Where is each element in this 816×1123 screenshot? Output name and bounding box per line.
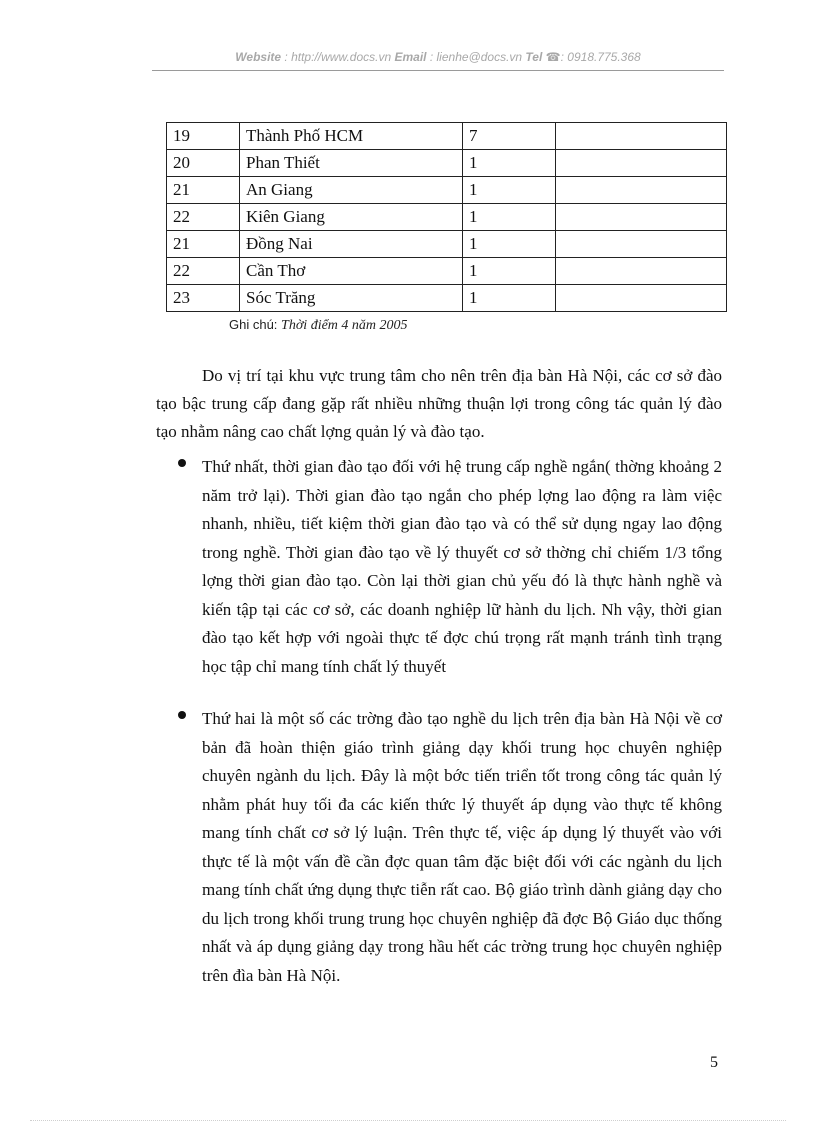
note-value: Thời điểm 4 năm 2005 [281,318,408,333]
page-header [152,50,724,64]
row-empty-cell [556,258,727,285]
row-count: 1 [463,285,556,312]
row-empty-cell [556,150,727,177]
tel-value: : 0918.775.368 [560,50,641,64]
bullet-item [156,705,722,990]
footer-divider [30,1120,786,1121]
bullet-icon [178,459,186,467]
row-location: Đồng Nai [240,231,463,258]
website-label: Website [235,50,282,64]
row-location: Thành Phố HCM [240,123,463,150]
row-empty-cell [556,285,727,312]
table-row [167,150,727,177]
row-count: 1 [463,204,556,231]
table-row [167,231,727,258]
row-number: 22 [167,258,240,285]
row-number: 21 [167,231,240,258]
row-location: Cần Thơ [240,258,463,285]
row-empty-cell [556,231,727,258]
row-number: 23 [167,285,240,312]
bullet-item [156,453,722,681]
row-location: An Giang [240,177,463,204]
row-count: 7 [463,123,556,150]
intro-paragraph: Do vị trí tại khu vực trung tâm cho nên trên địa bàn Hà Nội, các cơ sở đào tạo bậc trung cấp đang gặp rất nhiều những thuận lợi trong công tác quản lý đào tạo nhằm nâng cao chất lợng quản lý và đào tạo. [156,366,722,441]
row-empty-cell [556,123,727,150]
schools-table [166,122,727,312]
table-row [167,258,727,285]
row-number: 20 [167,150,240,177]
table-row [167,123,727,150]
row-number: 22 [167,204,240,231]
bullet-text: Thứ hai là một số các trờng đào tạo nghề du lịch trên địa bàn Hà Nội về cơ bản đã hoàn thiện giáo trình giảng dạy khối trung học chuyên nghiệp chuyên ngành du lịch. Đây là một bớc tiến triển tốt trong công tác quản lý nhằm phát huy tối đa các kiến thức lý thuyết áp dụng vào thực tế không mang tính chất cơ sở lý luận. Trên thực tế, việc áp dụng lý thuyết vào với thực tế là một vấn đề cần đợc quan tâm đặc biệt đối với các ngành du lịch mang tính chất ứng dụng thực tiễn rất cao. Bộ giáo trình dành giảng dạy cho du lịch trong khối trung trung học chuyên nghiệp đã đợc Bộ Giáo dục thống nhất và áp dụng giảng dạy trong hầu hết các trờng trung học chuyên nghiệp trên đìa bàn Hà Nội. [202,709,722,985]
tel-label: Tel [525,50,543,64]
website-value: : http://www.docs.vn [284,50,392,64]
row-location: Sóc Trăng [240,285,463,312]
row-location: Kiên Giang [240,204,463,231]
row-empty-cell [556,177,727,204]
bullet-text: Thứ nhất, thời gian đào tạo đối với hệ trung cấp nghề ngắn( thờng khoảng 2 năm trở lại). Thời gian đào tạo ngắn cho phép lợng lao động ra làm việc nhanh, nhiều, tiết kiệm thời gian đào tạo và có thể sử dụng ngay lao động trong nghề. Thời gian đào tạo về lý thuyết cơ sở thờng chỉ chiếm 1/3 tổng lợng thời gian đào tạo. Còn lại thời gian chủ yếu đó là thực hành nghề và kiến tập tại các cơ sở, các doanh nghiệp lữ hành du lịch. Nh vậy, thời gian đào tạo kết hợp với ngoài thực tế đợc chú trọng rất mạnh tránh tình trạng học tập chỉ mang tính chất lý thuyết [202,457,722,676]
phone-icon: ☎ [545,50,561,64]
row-count: 1 [463,177,556,204]
header-divider [152,70,724,71]
page-number: 5 [710,1054,718,1071]
row-number: 19 [167,123,240,150]
email-value: : lienhe@docs.vn [429,50,523,64]
table-row [167,285,727,312]
table-row [167,204,727,231]
row-count: 1 [463,258,556,285]
table-row [167,177,727,204]
row-count: 1 [463,231,556,258]
row-number: 21 [167,177,240,204]
table-note [229,317,408,334]
bullet-icon [178,711,186,719]
row-empty-cell [556,204,727,231]
email-label: Email [394,50,427,64]
row-count: 1 [463,150,556,177]
row-location: Phan Thiết [240,150,463,177]
note-label: Ghi chú: [229,317,278,332]
